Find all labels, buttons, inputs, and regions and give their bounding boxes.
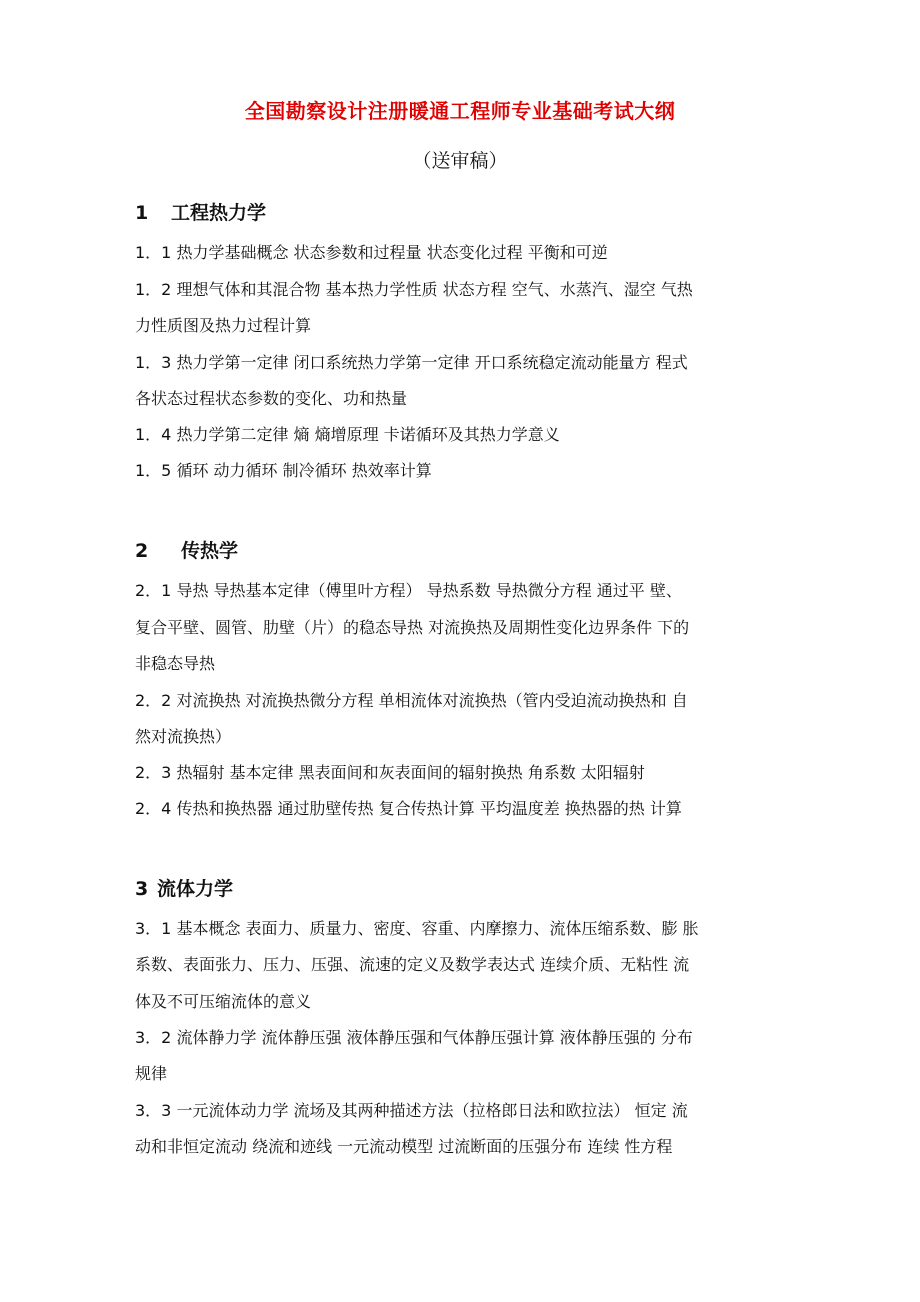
outline-line: 规律 [135, 1064, 168, 1083]
section-name: 工程热力学 [171, 202, 267, 224]
document-subtitle: （送审稿） [412, 150, 508, 172]
outline-line: 3．3 一元流体动力学 流场及其两种描述方法（拉格郎日法和欧拉法） 恒定 流 [135, 1101, 688, 1120]
outline-line: 1．4 热力学第二定律 熵 熵增原理 卡诺循环及其热力学意义 [135, 425, 560, 444]
outline-line: 然对流换热） [135, 727, 232, 746]
outline-line: 1．2 理想气体和其混合物 基本热力学性质 状态方程 空气、水蒸汽、湿空 气热 [135, 280, 693, 299]
outline-line: 2．1 导热 导热基本定律（傅里叶方程） 导热系数 导热微分方程 通过平 壁、 [135, 581, 682, 600]
section-name: 传热学 [181, 540, 239, 562]
section-heading-1 [135, 198, 266, 225]
section-heading-2 [135, 536, 238, 563]
outline-line: 各状态过程状态参数的变化、功和热量 [135, 389, 408, 408]
outline-line: 3．1 基本概念 表面力、质量力、密度、容重、内摩擦力、流体压缩系数、膨 胀 [135, 919, 699, 938]
outline-line: 1．1 热力学基础概念 状态参数和过程量 状态变化过程 平衡和可逆 [135, 243, 608, 262]
outline-line: 2．3 热辐射 基本定律 黑表面间和灰表面间的辐射换热 角系数 太阳辐射 [135, 763, 645, 782]
outline-line: 力性质图及热力过程计算 [135, 316, 312, 335]
outline-line: 动和非恒定流动 绕流和迹线 一元流动模型 过流断面的压强分布 连续 性方程 [135, 1137, 673, 1156]
section-heading-3 [135, 874, 233, 901]
outline-line: 系数、表面张力、压力、压强、流速的定义及数学表达式 连续介质、无粘性 流 [135, 955, 690, 974]
outline-line: 非稳态导热 [135, 654, 216, 673]
outline-line: 体及不可压缩流体的意义 [135, 992, 312, 1011]
outline-line: 1．5 循环 动力循环 制冷循环 热效率计算 [135, 461, 432, 480]
section-number: 1 [135, 202, 149, 224]
outline-line: 3．2 流体静力学 流体静压强 液体静压强和气体静压强计算 液体静压强的 分布 [135, 1028, 693, 1047]
document-title: 全国勘察设计注册暖通工程师专业基础考试大纲 [244, 99, 676, 123]
section-name: 流体力学 [157, 878, 234, 900]
outline-line: 1．3 热力学第一定律 闭口系统热力学第一定律 开口系统稳定流动能量方 程式 [135, 353, 688, 372]
section-number: 3 [135, 878, 149, 900]
outline-line: 2．4 传热和换热器 通过肋壁传热 复合传热计算 平均温度差 换热器的热 计算 [135, 799, 682, 818]
section-number: 2 [135, 540, 149, 562]
outline-line: 复合平壁、圆管、肋壁（片）的稳态导热 对流换热及周期性变化边界条件 下的 [135, 618, 690, 637]
outline-line: 2．2 对流换热 对流换热微分方程 单相流体对流换热（管内受迫流动换热和 自 [135, 691, 688, 710]
